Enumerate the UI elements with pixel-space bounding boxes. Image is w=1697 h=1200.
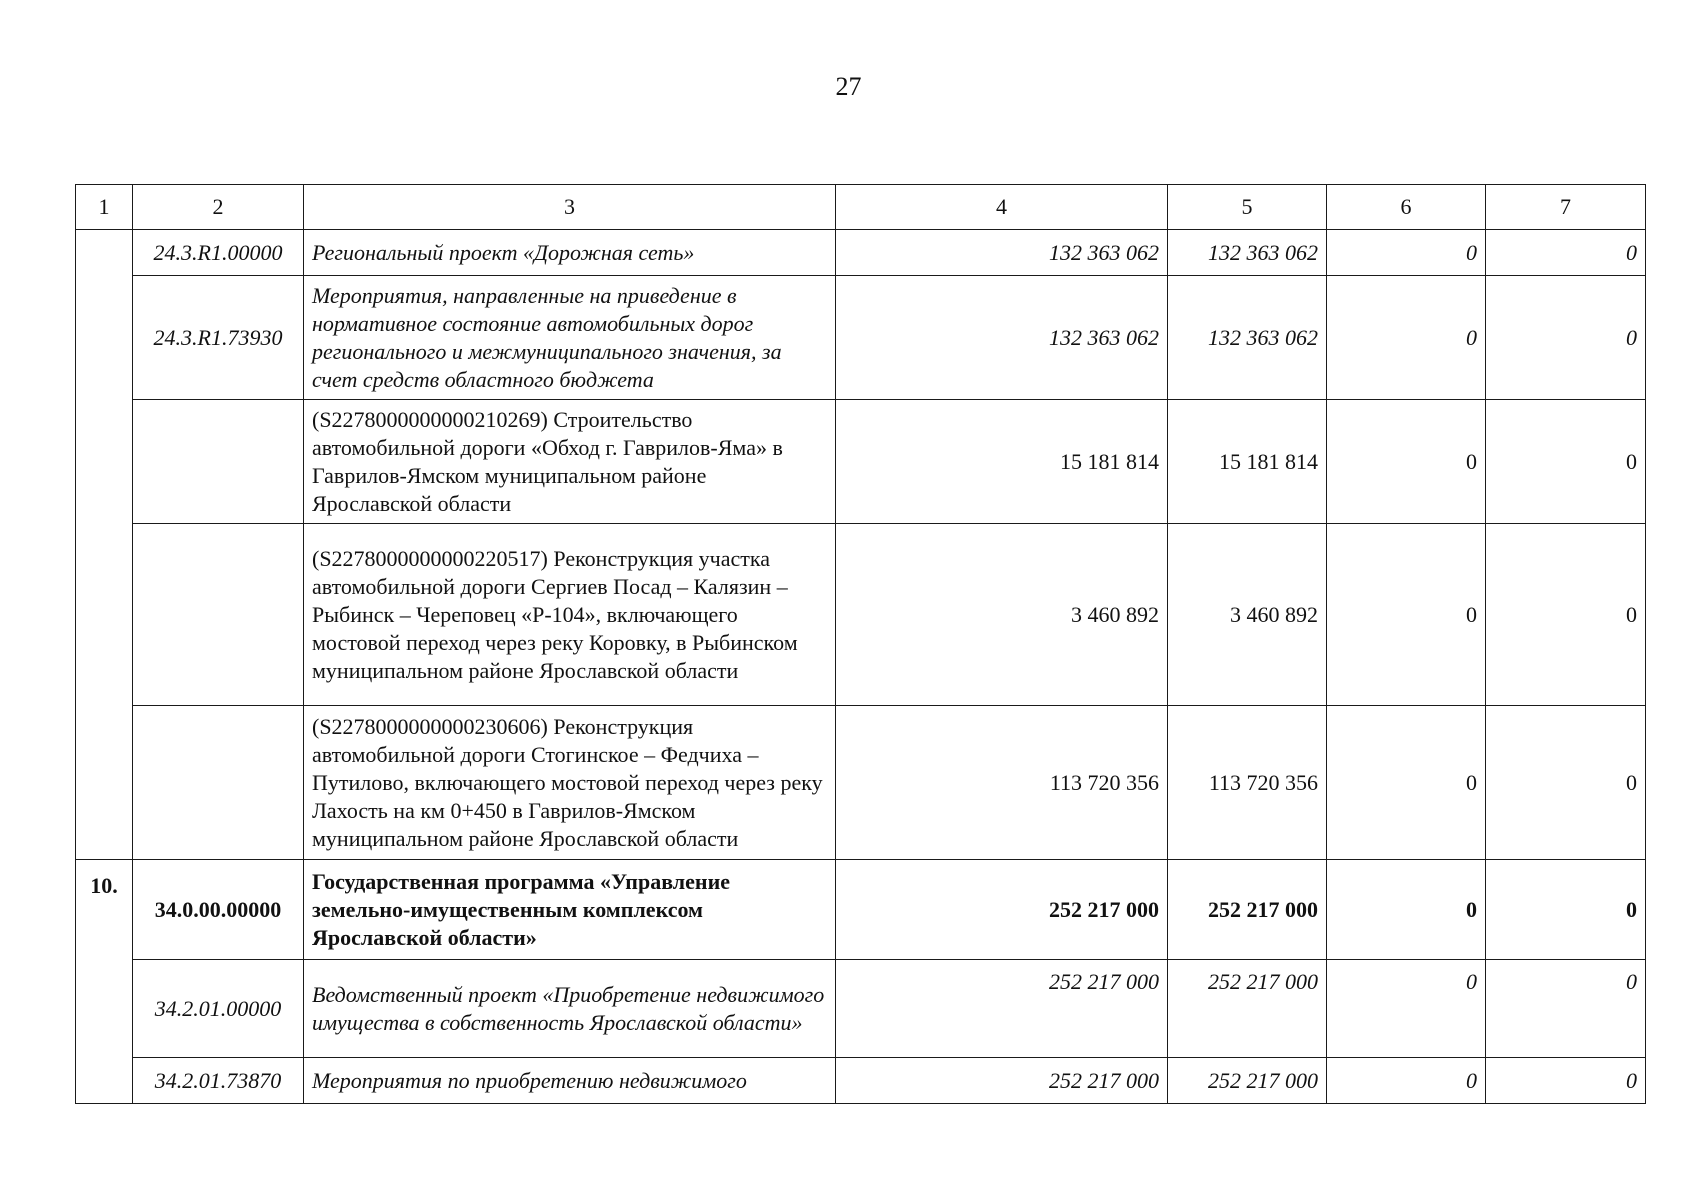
table-row bbox=[76, 1058, 1646, 1104]
column-header: 7 bbox=[1486, 185, 1646, 230]
value-cell-5: 15 181 814 bbox=[1168, 400, 1327, 524]
value-cell-5: 3 460 892 bbox=[1168, 524, 1327, 706]
value-cell-7: 0 bbox=[1486, 524, 1646, 706]
code-cell: 34.2.01.73870 bbox=[133, 1058, 304, 1104]
value-cell-7: 0 bbox=[1486, 276, 1646, 400]
value-cell-5: 252 217 000 bbox=[1168, 960, 1327, 1058]
value-cell-6: 0 bbox=[1327, 230, 1486, 276]
table-header-row bbox=[76, 185, 1646, 230]
row-number-cell bbox=[76, 230, 133, 860]
value-cell-4: 252 217 000 bbox=[836, 860, 1168, 960]
value-cell-7: 0 bbox=[1486, 230, 1646, 276]
value-cell-5: 252 217 000 bbox=[1168, 1058, 1327, 1104]
column-header: 3 bbox=[304, 185, 836, 230]
value-cell-4: 15 181 814 bbox=[836, 400, 1168, 524]
value-cell-4: 132 363 062 bbox=[836, 276, 1168, 400]
value-cell-7: 0 bbox=[1486, 400, 1646, 524]
page-number: 27 bbox=[835, 72, 862, 101]
value-cell-5: 132 363 062 bbox=[1168, 276, 1327, 400]
row-number-cell: 10. bbox=[76, 860, 133, 1104]
value-cell-7: 0 bbox=[1486, 860, 1646, 960]
column-header: 5 bbox=[1168, 185, 1327, 230]
column-header: 4 bbox=[836, 185, 1168, 230]
value-cell-4: 3 460 892 bbox=[836, 524, 1168, 706]
column-header: 2 bbox=[133, 185, 304, 230]
name-cell: Мероприятия, направленные на приведение в нормативное состояние автомобильных дорог регионального и межмуниципального значения, за счет средств областного бюджета bbox=[304, 276, 836, 400]
name-cell: (S2278000000000220517) Реконструкция участка автомобильной дороги Сергиев Посад – Калязин – Рыбинск – Череповец «Р-104», включающего мостовой переход через реку Коровку, в Рыбинском муниципальном районе Ярославской области bbox=[304, 524, 836, 706]
table-row bbox=[76, 860, 1646, 960]
code-cell: 34.0.00.00000 bbox=[133, 860, 304, 960]
value-cell-4: 113 720 356 bbox=[836, 706, 1168, 860]
code-cell: 24.3.R1.73930 bbox=[133, 276, 304, 400]
value-cell-6: 0 bbox=[1327, 400, 1486, 524]
value-cell-6: 0 bbox=[1327, 860, 1486, 960]
column-header: 6 bbox=[1327, 185, 1486, 230]
value-cell-7: 0 bbox=[1486, 706, 1646, 860]
name-cell: (S2278000000000230606) Реконструкция автомобильной дороги Стогинское – Федчиха – Путилово, включающего мостовой переход через реку Лахость на км 0+450 в Гаврилов-Ямском муниципальном районе Ярославской области bbox=[304, 706, 836, 860]
table-row bbox=[76, 960, 1646, 1058]
table-row bbox=[76, 524, 1646, 706]
code-cell: 24.3.R1.00000 bbox=[133, 230, 304, 276]
value-cell-5: 252 217 000 bbox=[1168, 860, 1327, 960]
code-cell bbox=[133, 524, 304, 706]
value-cell-4: 252 217 000 bbox=[836, 1058, 1168, 1104]
value-cell-6: 0 bbox=[1327, 1058, 1486, 1104]
budget-table bbox=[75, 184, 1646, 1104]
value-cell-7: 0 bbox=[1486, 1058, 1646, 1104]
name-cell: Региональный проект «Дорожная сеть» bbox=[304, 230, 836, 276]
code-cell: 34.2.01.00000 bbox=[133, 960, 304, 1058]
table-row bbox=[76, 706, 1646, 860]
name-cell: Мероприятия по приобретению недвижимого bbox=[304, 1058, 836, 1104]
value-cell-6: 0 bbox=[1327, 276, 1486, 400]
value-cell-7: 0 bbox=[1486, 960, 1646, 1058]
value-cell-5: 132 363 062 bbox=[1168, 230, 1327, 276]
table-row bbox=[76, 276, 1646, 400]
code-cell bbox=[133, 400, 304, 524]
table-row bbox=[76, 230, 1646, 276]
value-cell-6: 0 bbox=[1327, 706, 1486, 860]
code-cell bbox=[133, 706, 304, 860]
name-cell: (S2278000000000210269) Строительство автомобильной дороги «Обход г. Гаврилов-Яма» в Гаврилов-Ямском муниципальном районе Ярославской области bbox=[304, 400, 836, 524]
value-cell-6: 0 bbox=[1327, 960, 1486, 1058]
name-cell: Государственная программа «Управление земельно-имущественным комплексом Ярославской области» bbox=[304, 860, 836, 960]
value-cell-5: 113 720 356 bbox=[1168, 706, 1327, 860]
column-header: 1 bbox=[76, 185, 133, 230]
value-cell-4: 252 217 000 bbox=[836, 960, 1168, 1058]
table-row bbox=[76, 400, 1646, 524]
name-cell: Ведомственный проект «Приобретение недвижимого имущества в собственность Ярославской области» bbox=[304, 960, 836, 1058]
value-cell-4: 132 363 062 bbox=[836, 230, 1168, 276]
value-cell-6: 0 bbox=[1327, 524, 1486, 706]
